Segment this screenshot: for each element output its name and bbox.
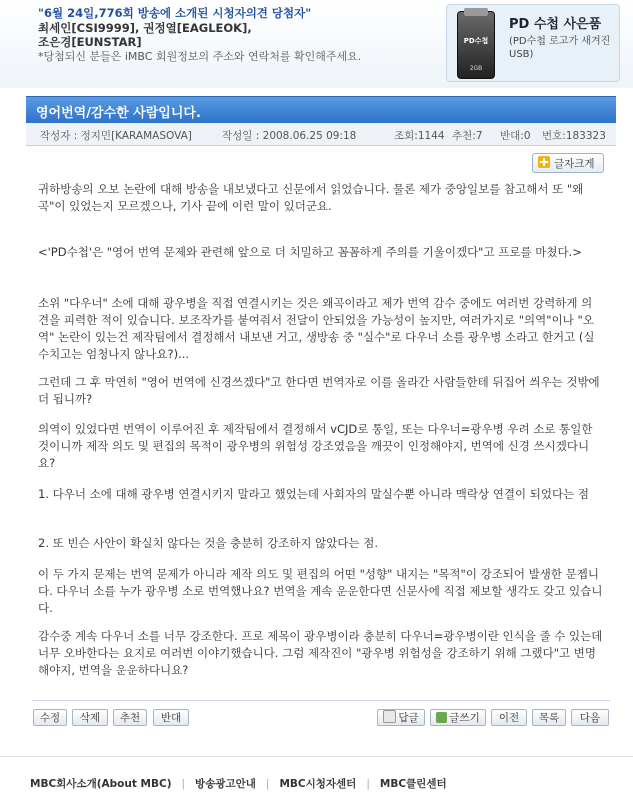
prize-box [446, 4, 620, 82]
prize-title: PD 수첩 사은품 [509, 17, 602, 32]
footer-links: MBC회사소개(About MBC) | 방송광고안내 | MBC시청자센터 | MBC클린센터 [30, 778, 447, 790]
prize-description: (PD수첩 로고가 새겨진 USB) [509, 36, 611, 60]
reply-arrow-icon [383, 710, 396, 723]
winner-title: "6월 24일,776회 방송에 소개된 시청자의견 당첨자" [38, 6, 312, 20]
winner-names-1: 최세인[CSI9999], 권정열[EAGLEOK], [38, 20, 252, 35]
prev-label: 이전 [498, 712, 520, 724]
delete-button[interactable]: 삭제 [72, 709, 108, 726]
footer-link-ads[interactable]: 방송광고안내 [195, 778, 256, 790]
divider [32, 700, 610, 701]
usb-drive-icon [457, 11, 495, 79]
author: 작성자 : 정지민[KARAMASOVA] [40, 130, 192, 142]
font-size-label: 글자크게 [554, 158, 595, 170]
article-meta [26, 123, 616, 146]
paragraph: 2. 또 빈슨 사안이 확실치 않다는 것을 충분히 강조하지 않았다는 점. [38, 536, 379, 550]
reply-label: 답글 [398, 712, 419, 724]
usb-label: PD수첩 [463, 37, 489, 45]
oppose-button[interactable]: 반대 [153, 709, 189, 726]
paragraph: 그런데 그 후 막연히 "영어 번역에 신경쓰겠다"고 한다면 번역자로 이를 올라간 사람들한테 뒤집어 씌우는 것밖에 더 됩니까? [38, 375, 600, 406]
recommend-button[interactable]: 추천 [113, 709, 147, 726]
plus-icon [538, 156, 550, 168]
paragraph: 감수중 계속 다우너 소를 너무 강조한다. 프로 제목이 광우병이라 충분히 다우너=광우병이란 인식을 줄 수 있는데 너무 오바한다는 요지로 여러번 이야기했습니다. 그럼 제작진이 "광우병 위험성을 강조하기 위해 그랬다"고 변명해야지, 번역을 운운하다니요? [38, 629, 603, 677]
post-number: 번호:183323 [542, 130, 606, 142]
write-button[interactable] [430, 709, 486, 726]
list-button[interactable]: 목록 [532, 709, 566, 726]
next-button[interactable] [571, 709, 609, 726]
oppose-count: 반대:0 [500, 130, 531, 142]
article-title-bar [26, 96, 616, 123]
next-label: 다음 [579, 712, 601, 724]
footer-link-clean-center[interactable]: MBC클린센터 [379, 778, 447, 790]
font-size-button[interactable] [532, 153, 604, 173]
view-count: 조회:1144 [394, 130, 445, 142]
prev-button[interactable] [491, 709, 527, 726]
usb-capacity: 2GB [469, 65, 483, 72]
winner-names-2: 조은경[EUNSTAR] [38, 35, 142, 49]
footer-link-viewer-center[interactable]: MBC시청자센터 [279, 778, 357, 790]
reply-button[interactable] [377, 709, 425, 726]
winner-announcement [38, 6, 438, 64]
write-label: 글쓰기 [449, 712, 480, 724]
recommend-count: 추천:7 [452, 130, 483, 142]
paragraph: <'PD수첩'은 "영어 번역 문제와 관련해 앞으로 더 치밀하고 꼼꼼하게 주의를 기울이겠다"고 프로를 마쳤다.> [38, 245, 582, 259]
article-title: 영어번역/감수한 사람입니다. [36, 106, 201, 121]
paragraph: 1. 다우너 소에 대해 광우병 연결시키지 말라고 했었는데 사회자의 말실수뿐 아니라 맥락상 연결이 되었다는 점 [38, 487, 589, 501]
winner-note: *당첨되신 분들은 iMBC 회원정보의 주소와 연락처를 확인해주세요. [38, 49, 362, 63]
winner-banner [0, 0, 633, 88]
edit-button[interactable]: 수정 [33, 709, 67, 726]
paragraph: 의역이 있었다면 번역이 이루어진 후 제작팀에서 결정해서 vCJD로 통일, 또는 다우너=광우병 우려 소로 통일한 것이니까 제작 의도 및 편집의 목적이 광우병의 위험성 강조였음을 깨끗이 인정해야지, 번역에 신경 쓰시겠다니요? [38, 422, 593, 470]
paragraph: 소위 "다우너" 소에 대해 광우병을 직접 연결시키는 것은 왜곡이라고 제가 번역 감수 중에도 여러번 강력하게 의견을 피력한 적이 있습니다. 보조작가를 붙여줘서 전달이 안되었을 가능성이 높지만, 여러가지로 "의역"이나 "오역" 논란이 있는건 제작팀에서 결정해서 내보낸 거고, 생방송 중 "실수"로 다우너 소를 광우병 소라고 한거고 (실수치고는 엄청나지 않나요?)... [38, 296, 595, 361]
paragraph: 귀하방송의 오보 논란에 대해 방송을 내보냈다고 신문에서 읽었습니다. 물론 제가 중앙일보를 참고해서 또 "왜곡"이 있었는지 모르겠으나, 기사 끝에 이런 말이 있더군요. [38, 182, 584, 213]
post-date: 작성일 : 2008.06.25 09:18 [222, 130, 357, 142]
footer-divider [0, 756, 633, 757]
pencil-icon [436, 712, 447, 723]
footer-link-about[interactable]: MBC회사소개(About MBC) [30, 778, 172, 790]
paragraph: 이 두 가지 문제는 번역 문제가 아니라 제작 의도 및 편집의 어떤 "성향" 내지는 "목적"이 강조되어 발생한 문젭니다. 다우너 소를 누가 광우병 소로 번역했나요? 번역을 계속 운운한다면 신문사에 직접 제보할 생각도 갖고 있습니다. [38, 567, 603, 615]
